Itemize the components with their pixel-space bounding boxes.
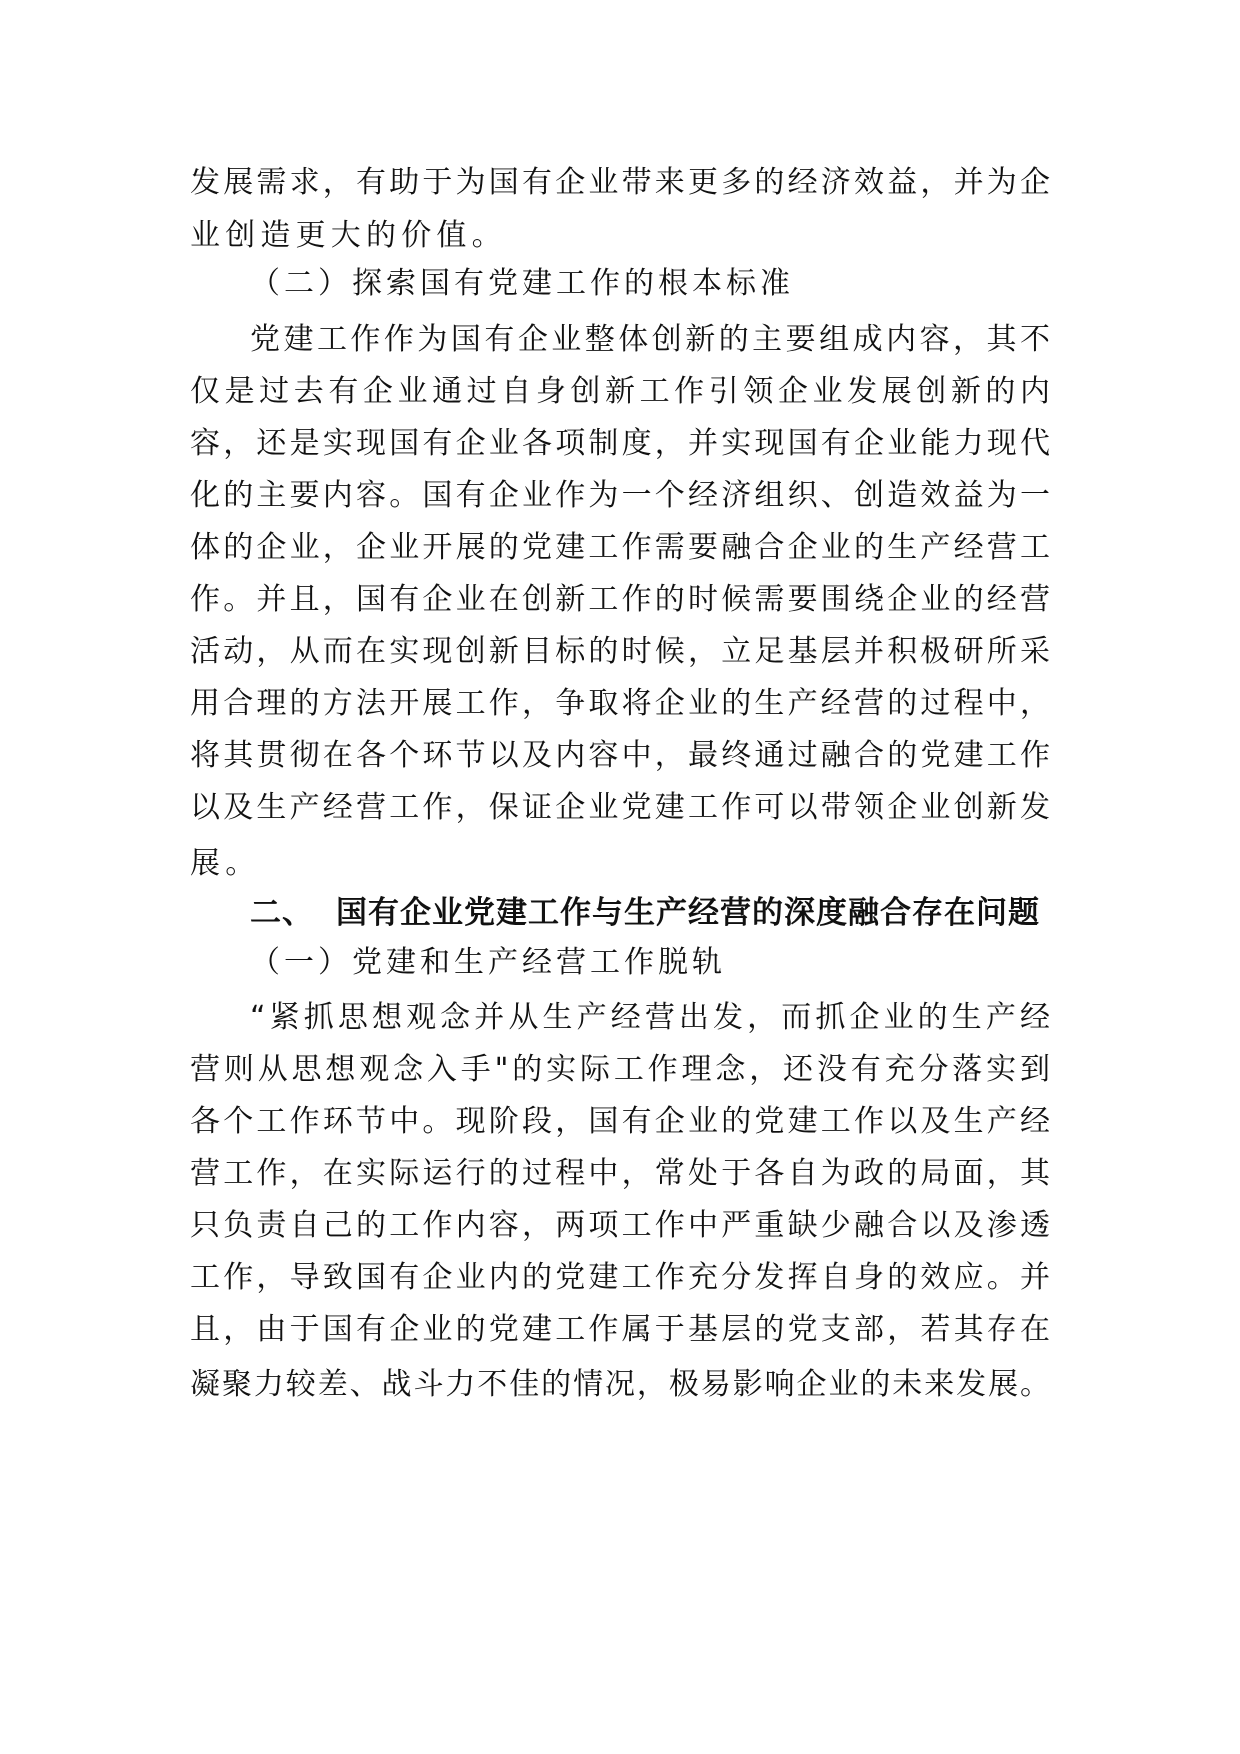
paragraph-first-line: “紧抓思想观念并从生产经营出发，而抓企业的生产经 bbox=[250, 1000, 1050, 1035]
body-text-line: 仅是过去有企业通过自身创新工作引领企业发展创新的内 bbox=[190, 374, 1050, 409]
body-text-line: 工作，导致国有企业内的党建工作充分发挥自身的效应。并 bbox=[190, 1260, 1050, 1295]
body-text-line: 业创造更大的价值。 bbox=[190, 218, 507, 253]
body-text-line: 化的主要内容。国有企业作为一个经济组织、创造效益为一 bbox=[190, 478, 1050, 513]
body-text-line: 营工作，在实际运行的过程中，常处于各自为政的局面，其 bbox=[190, 1156, 1050, 1191]
section-subheading: （一）党建和生产经营工作脱轨 bbox=[250, 945, 726, 980]
body-text-line: 将其贯彻在各个环节以及内容中，最终通过融合的党建工作 bbox=[190, 738, 1050, 773]
section-heading bbox=[250, 893, 1050, 933]
body-text-line: 活动，从而在实现创新目标的时候，立足基层并积极研所采 bbox=[190, 634, 1050, 669]
body-text-line: 营则从思想观念入手"的实际工作理念，还没有充分落实到 bbox=[190, 1052, 1050, 1087]
body-text-line: 发展需求，有助于为国有企业带来更多的经济效益，并为企 bbox=[190, 165, 1050, 200]
body-text-line: 展。 bbox=[190, 846, 261, 881]
body-text-line: 用合理的方法开展工作，争取将企业的生产经营的过程中， bbox=[190, 686, 1050, 721]
body-text-line: 以及生产经营工作，保证企业党建工作可以带领企业创新发 bbox=[190, 790, 1050, 825]
section-heading-number: 二、 bbox=[250, 895, 314, 931]
section-subheading: （二）探索国有党建工作的根本标准 bbox=[250, 266, 794, 301]
body-text-line: 体的企业，企业开展的党建工作需要融合企业的生产经营工 bbox=[190, 530, 1050, 565]
section-heading-title: 国有企业党建工作与生产经营的深度融合存在问题 bbox=[336, 895, 1040, 931]
body-text-line: 容，还是实现国有企业各项制度，并实现国有企业能力现代 bbox=[190, 426, 1050, 461]
body-text-line: 作。并且，国有企业在创新工作的时候需要围绕企业的经营 bbox=[190, 582, 1050, 617]
paragraph-first-line: 党建工作作为国有企业整体创新的主要组成内容，其不 bbox=[250, 322, 1050, 357]
body-text-line: 且，由于国有企业的党建工作属于基层的党支部，若其存在 bbox=[190, 1312, 1050, 1347]
body-text-line: 凝聚力较差、战斗力不佳的情况，极易影响企业的未来发展。 bbox=[190, 1367, 1050, 1402]
body-text-line: 只负责自己的工作内容，两项工作中严重缺少融合以及渗透 bbox=[190, 1208, 1050, 1243]
body-text-line: 各个工作环节中。现阶段，国有企业的党建工作以及生产经 bbox=[190, 1104, 1050, 1139]
